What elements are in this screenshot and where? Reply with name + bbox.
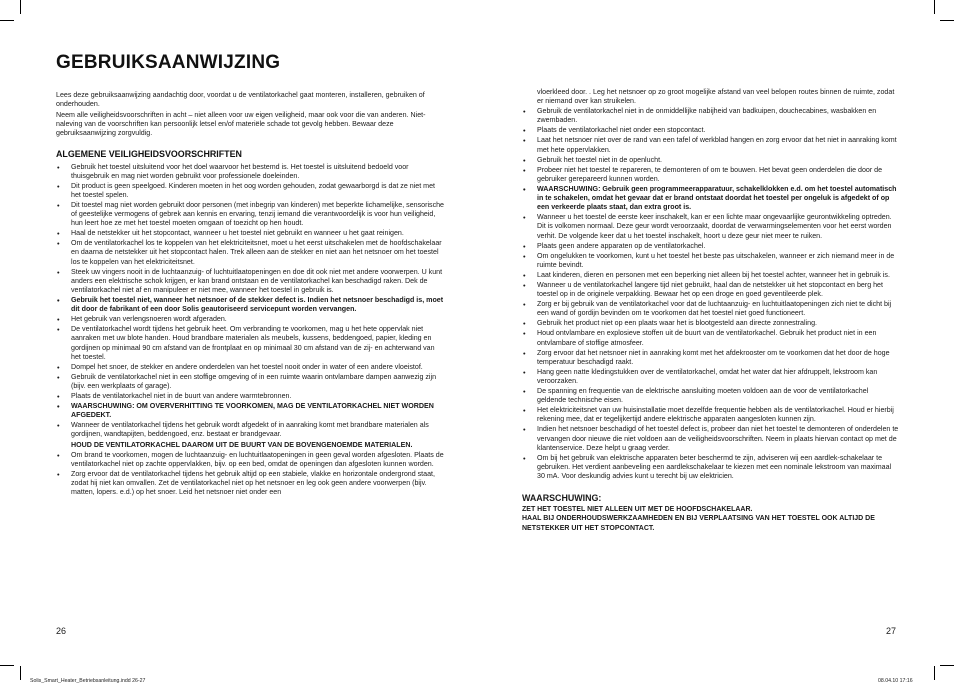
list-item: • Steek uw vingers nooit in de luchtaanzuig- of luchtuitlaatopeningen en doe dit ook niet met andere voorwerpen. U kunt anders een elektrische schok krijgen, er kan brand ontstaan en de ventilatorkachel kan beschadigd raken. Dek de ventilatorkachel niet af en manipuleer er niet mee, wanneer het toestel in gebruik is. (56, 268, 444, 295)
crop-mark (940, 665, 954, 666)
list-item: HOUD DE VENTILATORKACHEL DAAROM UIT DE BUURT VAN DE BOVENGENOEMDE MATERIALEN. (71, 440, 413, 449)
crop-mark (934, 0, 935, 14)
safety-list-right (522, 88, 899, 481)
crop-mark (934, 666, 935, 680)
list-item: • Plaats de ventilatorkachel niet in de buurt van andere warmtebronnen. (56, 392, 444, 401)
list-item: • Gebruik het toestel niet in de openlucht. (522, 156, 899, 165)
list-item: • Om ongelukken te voorkomen, kunt u het toestel het beste pas uitschakelen, wanneer er zich niemand meer in de ruimte bevindt. (522, 252, 899, 270)
footer-timestamp: 08.04.10 17:16 (878, 678, 913, 684)
crop-mark (940, 20, 954, 21)
list-item: • Laat kinderen, dieren en personen met een beperking niet alleen bij het toestel achter, wanneer het in gebruik is. (522, 271, 899, 280)
page-title: GEBRUIKSAANWIJZING (56, 52, 281, 73)
right-page (522, 88, 899, 533)
list-item: • Gebruik het toestel uitsluitend voor het doel waarvoor het bestemd is. Het toestel is uitsluitend bedoeld voor thuisgebruik en mag niet worden gebruikt voor professionele doeleinden. (56, 163, 444, 181)
list-item: • Probeer niet het toestel te repareren, te demonteren of om te bouwen. Het bevat geen onderdelen die door de gebruiker gerepareerd kunnen worden. (522, 166, 899, 184)
list-item: • Dit product is geen speelgoed. Kinderen moeten in het oog worden gehouden, zodat gewaarborgd is dat ze niet met het toestel spelen. (56, 182, 444, 200)
crop-mark (20, 0, 21, 14)
crop-mark (0, 20, 14, 21)
warning-title: WAARSCHUWING: (522, 493, 602, 504)
page-number-right: 27 (886, 626, 897, 636)
list-item: • Zorg ervoor dat het netsnoer niet in aanraking komt met het afdekrooster om te voorkomen dat het door de hoge temperatuur beschadigd raakt. (522, 349, 899, 367)
list-item: • Om brand te voorkomen, mogen de luchtaanzuig- en luchtuitlaatopeningen in geen geval worden afgesloten. Plaats de ventilatorkachel niet op zachte oppervlakken, bijv. op een bed, omdat de openingen dan afgesloten kunnen worden. (56, 451, 444, 469)
page-number-left: 26 (56, 626, 67, 636)
safety-list-left (56, 163, 444, 498)
crop-mark (0, 665, 14, 666)
section-heading: ALGEMENE VEILIGHEIDSVOORSCHRIFTEN (56, 148, 242, 159)
list-item: • Gebruik het product niet op een plaats waar het is blootgesteld aan directe zonnestraling. (522, 319, 899, 328)
list-item: • Zorg ervoor dat de ventilatorkachel tijdens het gebruik altijd op een stabiele, vlakke en horizontale ondergrond staat, zodat hij niet kan omvallen. Zet de ventilatorkachel niet op het netsnoer en leg ook geen andere voorwerpen (bijv. matten, lopers. e.d.) op het snoer. Leid het netsnoer niet onder een (56, 470, 444, 497)
list-item: • WAARSCHUWING: OM OVERVERHITTING TE VOORKOMEN, MAG DE VENTILATORKACHEL NIET WORDEN AFGEDEKT. (56, 402, 444, 420)
list-item: • Gebruik de ventilatorkachel niet in een stoffige omgeving of in een ruimte waarin ontvlambare dampen aanwezig zijn (bijv. een werkplaats of garage). (56, 373, 444, 391)
list-item-continuation: vloerkleed door. . Leg het netsnoer op zo groot mogelijke afstand van veel belopen routes binnen de ruimte, zodat er niemand over kan struikelen. (537, 88, 895, 106)
list-item: • WAARSCHUWING: Gebruik geen programmeerapparatuur, schakelklokken e.d. om het toestel automatisch in te schakelen, omdat het gevaar dat er brand ontstaat doordat het toestel per ongeluk is afgedekt of op een verkeerde plaats staat, dan extra groot is. (522, 185, 899, 212)
list-item: • Houd ontvlambare en explosieve stoffen uit de buurt van de ventilatorkachel. Gebruik het product niet in een ontvlambare of stoffige atmosfeer. (522, 329, 899, 347)
list-item: • Wanneer u de ventilatorkachel langere tijd niet gebruikt, haal dan de netstekker uit het stopcontact en berg het toestel op in de originele verpakking. Bewaar het op een droge en goed geventileerde plek. (522, 281, 899, 299)
intro (56, 91, 444, 139)
list-item: • Het elektriciteitsnet van uw huisinstallatie moet dezelfde frequentie hebben als de ventilatorkachel. Houd er hierbij rekening mee, dat er tegelijkertijd andere elektrische apparaten aangesloten kunnen zijn. (522, 406, 899, 424)
warning-line: ZET HET TOESTEL NIET ALLEEN UIT MET DE HOOFDSCHAKELAAR. (522, 506, 753, 514)
list-item: • Om bij het gebruik van elektrische apparaten beter beschermd te zijn, adviseren wij een aardlek-schakelaar te gebruiken. Het verdient aanbeveling een aardlekschakelaar te kiezen met een nominale lekstroom van maximaal 30 mA. Voor deskundig advies kunt u terecht bij uw elektricien. (522, 454, 899, 481)
list-item: • Gebruik het toestel niet, wanneer het netsnoer of de stekker defect is. Indien het netsnoer beschadigd is, moet dit door de fabrikant of een door Solis geautoriseerd servicepunt worden vervangen. (56, 296, 444, 314)
list-item: • Wanneer de ventilatorkachel tijdens het gebruik wordt afgedekt of in aanraking komt met brandbare materialen als gordijnen, wandtapijten, beddengoed, enz. bestaat er brandgevaar. (56, 421, 444, 439)
left-page (56, 52, 444, 498)
list-item: • De ventilatorkachel wordt tijdens het gebruik heet. Om verbranding te voorkomen, mag u het hete oppervlak niet aanraken met uw blote handen. Houd brandbare materialen als meubels, kussens, beddengoed, papier, kleding en gordijnen op minimaal 90 cm afstand van de frontplaat en op minimaal 30 cm afstand van de zij- en achterwand van het toestel. (56, 325, 444, 362)
list-item: • Gebruik de ventilatorkachel niet in de onmiddellijke nabijheid van badkuipen, douchecabines, wasbakken en zwembaden. (522, 107, 899, 125)
list-item: • Zorg er bij gebruik van de ventilatorkachel voor dat de luchtaanzuig- en luchtuitlaatopeningen zich niet te dicht bij een wand of gordijn bevinden om te voorkomen dat het toestel niet goed functioneert. (522, 300, 899, 318)
warning-line: HAAL BIJ ONDERHOUDSWERKZAAMHEDEN EN BIJ VERPLAATSING VAN HET TOESTEL OOK ALTIJD DE NETSTEKKER UIT HET STOPCONTACT. (522, 515, 875, 532)
list-item: • Wanneer u het toestel de eerste keer inschakelt, kan er een lichte maar ongevaarlijke geurontwikkeling optreden. Dit is volkomen normaal. Deze geur wordt veroorzaakt, doordat de verwarmingselementen voor het eerst worden verhit. De volgende keer dat u het toestel inschakelt, hoort u deze geur niet meer te ruiken. (522, 213, 899, 240)
list-item: • Plaats geen andere apparaten op de ventilatorkachel. (522, 242, 899, 251)
intro-paragraph: Lees deze gebruiksaanwijzing aandachtig door, voordat u de ventilatorkachel gaat monteren, installeren, gebruiken of onderhouden. (56, 91, 425, 109)
footer-filename: Solis_Smart_Heater_Betriebsanleitung.indd 26-27 (30, 678, 146, 684)
list-item: • Indien het netsnoer beschadigd of het toestel defect is, probeer dan niet het toestel te demonteren of onderdelen te vervangen door nieuwe die niet voldoen aan de veiligheidsvoorschriften. Neem in plaats hiervan contact op met de klantenservice. Deze helpt u graag verder. (522, 425, 899, 452)
crop-mark (20, 666, 21, 680)
intro-paragraph: Neem alle veiligheidsvoorschriften in acht – niet alleen voor uw eigen veiligheid, maar ook voor die van anderen. Niet-naleving van de voorschriften kan persoonlijk letsel en/of materiële schade tot gevolg hebben. Bewaar deze gebruiksaanwijzing zorgvuldig. (56, 110, 426, 138)
list-item: • Om de ventilatorkachel los te koppelen van het elektriciteitsnet, moet u het eerst uitschakelen met de hoofdschakelaar en daarna de netstekker uit het stopcontact halen. Trek alleen aan de stekker en niet aan het netsnoer om het toestel los te koppelen van het elektriciteitsnet. (56, 239, 444, 266)
list-item: • Dit toestel mag niet worden gebruikt door personen (met inbegrip van kinderen) met beperkte lichamelijke, sensorische of geestelijke vermogens of gebrek aan kennis en ervaring, tenzij iemand die verantwoordelijk is voor hun veiligheid, hun leert hoe ze met het toestel moeten omgaan of toezicht op hen houdt. (56, 201, 444, 228)
list-item: • Laat het netsnoer niet over de rand van een tafel of werkblad hangen en zorg ervoor dat het niet in aanraking komt met hete oppervlakken. (522, 136, 899, 154)
list-item: • Het gebruik van verlengsnoeren wordt afgeraden. (56, 315, 444, 324)
list-item: • Plaats de ventilatorkachel niet onder een stopcontact. (522, 126, 899, 135)
list-item: • Haal de netstekker uit het stopcontact, wanneer u het toestel niet gebruikt en wanneer u het gaat reinigen. (56, 229, 444, 238)
list-item: • De spanning en frequentie van de elektrische aansluiting moeten voldoen aan de voor de ventilatorkachel geldende technische eisen. (522, 387, 899, 405)
list-item: • Hang geen natte kledingstukken over de ventilatorkachel, omdat het water dat hier afdruppelt, lekstroom kan veroorzaken. (522, 368, 899, 386)
list-item: • Dompel het snoer, de stekker en andere onderdelen van het toestel nooit onder in water of een andere vloeistof. (56, 363, 444, 372)
